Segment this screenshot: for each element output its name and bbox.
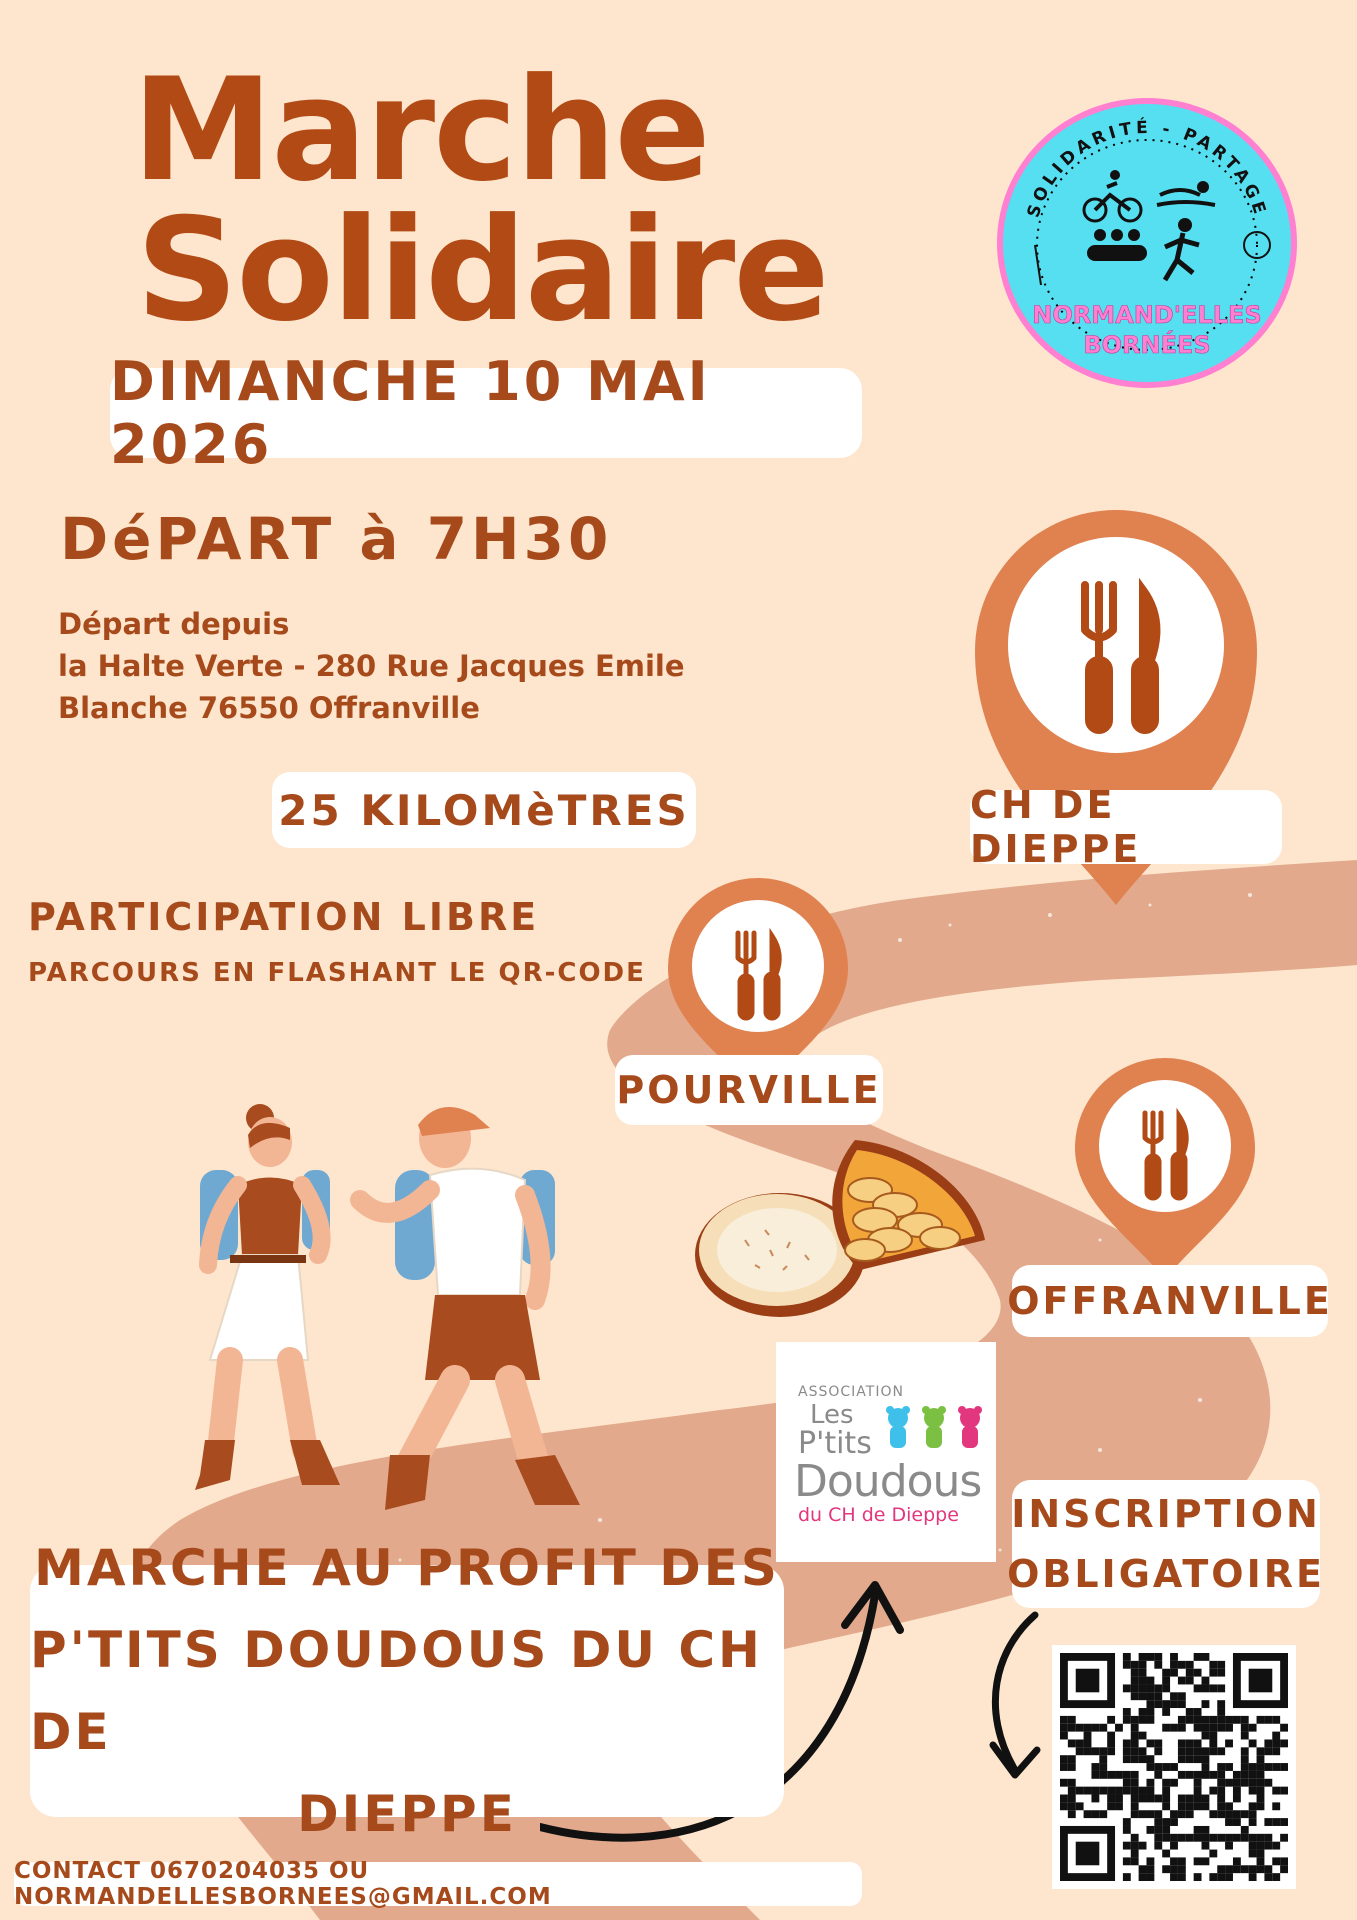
contact-info: CONTACT 0670204035 OU NORMANDELLESBORNEES@GMAIL.COM bbox=[14, 1858, 552, 1910]
inscription-pill bbox=[1007, 1480, 1325, 1608]
parcours-qr-note: PARCOURS EN FLASHANT LE QR-CODE bbox=[28, 958, 646, 988]
distance-pill bbox=[272, 772, 696, 848]
title-line2: Solidaire bbox=[136, 188, 828, 353]
hikers-illustration bbox=[190, 1080, 600, 1520]
badge-name-line2: BORNÉES bbox=[1083, 331, 1211, 359]
address-line1: Départ depuis bbox=[58, 607, 290, 641]
address-line3: Blanche 76550 Offranville bbox=[58, 691, 480, 725]
contact-pill bbox=[14, 1858, 862, 1910]
association-name-line1: Les bbox=[810, 1400, 854, 1430]
ptits-doudous-logo bbox=[776, 1342, 996, 1562]
stop-offranville-pill bbox=[1007, 1265, 1333, 1337]
stop-offranville: OFFRANVILLE bbox=[1007, 1279, 1333, 1323]
distance: 25 KILOMèTRES bbox=[278, 785, 690, 835]
participation-libre: PARTICIPATION LIBRE bbox=[28, 895, 540, 939]
qr-code[interactable] bbox=[1052, 1645, 1296, 1889]
stop-pourville: POURVILLE bbox=[616, 1068, 882, 1112]
stop-pourville-pill bbox=[615, 1055, 883, 1125]
association-name-line3: Doudous bbox=[794, 1456, 982, 1507]
depart-time: DéPART à 7H30 bbox=[60, 505, 613, 573]
profit-line2: P'TITS DOUDOUS DU CH DE bbox=[30, 1621, 763, 1761]
association-name-line2: P'tits bbox=[798, 1426, 872, 1461]
stop-ch-dieppe-pill bbox=[970, 783, 1282, 871]
address-line2: la Halte Verte - 280 Rue Jacques Emile bbox=[58, 649, 685, 683]
profit-line1: MARCHE AU PROFIT DES bbox=[34, 1539, 780, 1597]
inscription-line2: OBLIGATOIRE bbox=[1007, 1552, 1325, 1596]
title-line1: Marche bbox=[132, 48, 709, 213]
association-sub: du CH de Dieppe bbox=[798, 1504, 959, 1526]
profit-line3: DIEPPE bbox=[297, 1785, 517, 1843]
pastries-illustration bbox=[695, 1130, 990, 1325]
badge-name-line1: NORMAND'ELLES bbox=[1032, 301, 1262, 329]
association-label: ASSOCIATION bbox=[798, 1384, 904, 1400]
stop-ch-dieppe: CH DE DIEPPE bbox=[970, 783, 1142, 871]
event-date: DIMANCHE 10 MAI 2026 bbox=[110, 350, 711, 476]
pin-offranville bbox=[1075, 1058, 1255, 1280]
depart-address bbox=[58, 603, 685, 729]
inscription-line1: INSCRIPTION bbox=[1011, 1492, 1321, 1536]
profit-pill bbox=[30, 1539, 784, 1843]
date-pill bbox=[110, 350, 862, 476]
normandelles-badge bbox=[995, 95, 1300, 390]
teddy-bears-icon bbox=[880, 1404, 990, 1454]
svg-text:SOLIDARITÉ - PARTAGE: SOLIDARITÉ - PARTAGE bbox=[1023, 117, 1271, 221]
